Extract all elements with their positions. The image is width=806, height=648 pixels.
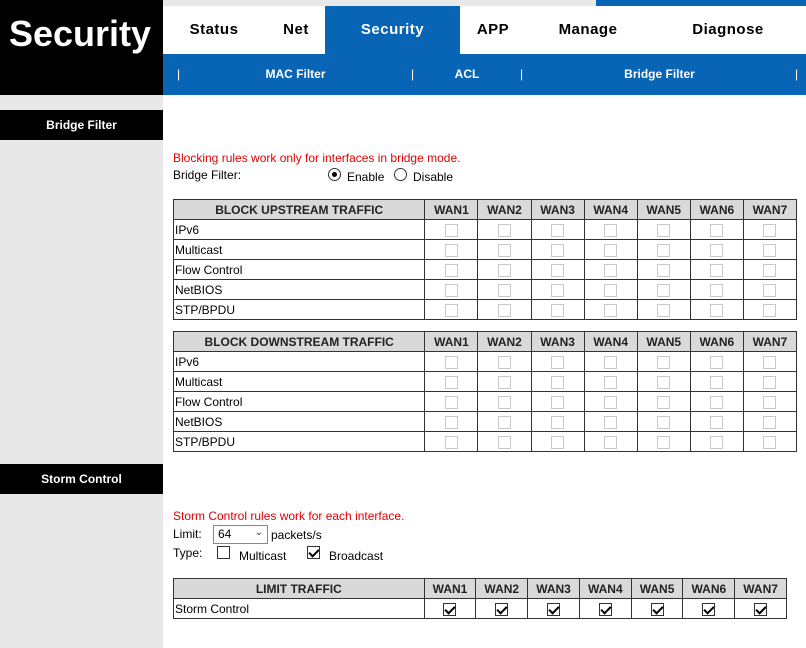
downstream-stp-bpdu-wan5-checkbox	[657, 436, 670, 449]
upstream-row-label: NetBIOS	[174, 280, 425, 300]
downstream-flow-control-wan3-checkbox	[551, 396, 564, 409]
limit-col-wan2: WAN2	[476, 579, 528, 599]
downstream-stp-bpdu-wan1-checkbox	[445, 436, 458, 449]
upstream-cell	[743, 280, 796, 300]
upstream-row-label: STP/BPDU	[174, 300, 425, 320]
upstream-cell	[690, 260, 743, 280]
downstream-multicast-wan7-checkbox	[763, 376, 776, 389]
limit-col-wan3: WAN3	[528, 579, 580, 599]
downstream-multicast-wan3-checkbox	[551, 376, 564, 389]
upstream-cell	[478, 260, 531, 280]
downstream-cell	[478, 392, 531, 412]
upstream-cell	[425, 240, 478, 260]
table-row	[174, 599, 787, 619]
upstream-col-wan2: WAN2	[478, 200, 531, 220]
upstream-cell	[425, 280, 478, 300]
downstream-flow-control-wan6-checkbox	[710, 396, 723, 409]
downstream-netbios-wan2-checkbox	[498, 416, 511, 429]
downstream-ipv6-wan1-checkbox	[445, 356, 458, 369]
limit-cell	[476, 599, 528, 619]
limit-cell	[528, 599, 580, 619]
downstream-ipv6-wan6-checkbox	[710, 356, 723, 369]
bridge-filter-enable-radio[interactable]	[328, 168, 341, 181]
bridge-filter-disable-label[interactable]: Disable	[413, 170, 454, 184]
downstream-cell	[743, 372, 796, 392]
downstream-netbios-wan4-checkbox	[604, 416, 617, 429]
downstream-cell	[743, 392, 796, 412]
limit-traffic-table	[173, 578, 787, 619]
downstream-cell	[690, 372, 743, 392]
limit-col-wan5: WAN5	[631, 579, 683, 599]
upstream-stp-bpdu-wan5-checkbox	[657, 304, 670, 317]
upstream-cell	[743, 240, 796, 260]
upstream-netbios-wan7-checkbox	[763, 284, 776, 297]
type-broadcast-label[interactable]: Broadcast	[329, 549, 384, 563]
downstream-row-label: IPv6	[174, 352, 425, 372]
table-row	[174, 392, 797, 412]
subnav-bridge-filter[interactable]: Bridge Filter	[624, 67, 695, 81]
tab-status[interactable]: Status	[189, 21, 239, 38]
downstream-col-wan4: WAN4	[584, 332, 637, 352]
upstream-ipv6-wan6-checkbox	[710, 224, 723, 237]
downstream-cell	[531, 352, 584, 372]
limit-cell	[631, 599, 683, 619]
subnav-separator: |	[411, 67, 415, 81]
downstream-col-wan5: WAN5	[637, 332, 690, 352]
upstream-row-label: IPv6	[174, 220, 425, 240]
downstream-ipv6-wan7-checkbox	[763, 356, 776, 369]
downstream-cell	[584, 352, 637, 372]
downstream-col-wan7: WAN7	[743, 332, 796, 352]
limit-label: Limit:	[173, 527, 202, 541]
upstream-multicast-wan2-checkbox	[498, 244, 511, 257]
upstream-cell	[637, 240, 690, 260]
downstream-cell	[743, 352, 796, 372]
page-logo-title: Security	[0, 0, 163, 95]
downstream-ipv6-wan4-checkbox	[604, 356, 617, 369]
upstream-cell	[584, 240, 637, 260]
downstream-col-wan1: WAN1	[425, 332, 478, 352]
section-title-storm-control: Storm Control	[0, 464, 163, 494]
upstream-col-wan1: WAN1	[425, 200, 478, 220]
upstream-cell	[425, 260, 478, 280]
downstream-row-label: NetBIOS	[174, 412, 425, 432]
downstream-traffic-table	[173, 331, 797, 452]
upstream-netbios-wan3-checkbox	[551, 284, 564, 297]
upstream-cell	[531, 280, 584, 300]
downstream-flow-control-wan5-checkbox	[657, 396, 670, 409]
downstream-row-label: STP/BPDU	[174, 432, 425, 452]
downstream-stp-bpdu-wan2-checkbox	[498, 436, 511, 449]
upstream-multicast-wan5-checkbox	[657, 244, 670, 257]
downstream-cell	[584, 392, 637, 412]
downstream-cell	[531, 432, 584, 452]
upstream-row-label: Flow Control	[174, 260, 425, 280]
upstream-col-wan4: WAN4	[584, 200, 637, 220]
bridge-filter-enable-label[interactable]: Enable	[347, 170, 385, 184]
type-label: Type:	[173, 546, 203, 560]
downstream-cell	[425, 372, 478, 392]
upstream-cell	[531, 260, 584, 280]
limit-cell	[683, 599, 735, 619]
downstream-netbios-wan1-checkbox	[445, 416, 458, 429]
upstream-stp-bpdu-wan3-checkbox	[551, 304, 564, 317]
downstream-cell	[637, 412, 690, 432]
upstream-cell	[478, 220, 531, 240]
section-title-bridge-filter: Bridge Filter	[0, 110, 163, 140]
upstream-flow-control-wan5-checkbox	[657, 264, 670, 277]
downstream-cell	[425, 352, 478, 372]
downstream-cell	[743, 432, 796, 452]
limit-row-label: Storm Control	[174, 599, 425, 619]
limit-col-wan4: WAN4	[579, 579, 631, 599]
limit-select-value: 64	[218, 527, 232, 541]
limit-storm-control-wan2-checkbox[interactable]	[495, 603, 508, 616]
subnav-separator: |	[520, 67, 524, 81]
upstream-flow-control-wan2-checkbox	[498, 264, 511, 277]
upstream-ipv6-wan1-checkbox	[445, 224, 458, 237]
upstream-col-wan6: WAN6	[690, 200, 743, 220]
downstream-col-wan3: WAN3	[531, 332, 584, 352]
type-multicast-checkbox[interactable]	[217, 546, 230, 559]
upstream-stp-bpdu-wan4-checkbox	[604, 304, 617, 317]
downstream-cell	[584, 432, 637, 452]
bridge-filter-label: Bridge Filter:	[173, 168, 242, 182]
upstream-ipv6-wan7-checkbox	[763, 224, 776, 237]
table-row	[174, 372, 797, 392]
upstream-netbios-wan4-checkbox	[604, 284, 617, 297]
limit-header-row	[174, 579, 787, 599]
upstream-flow-control-wan7-checkbox	[763, 264, 776, 277]
limit-storm-control-wan4-checkbox[interactable]	[599, 603, 612, 616]
limit-header: LIMIT TRAFFIC	[174, 579, 425, 599]
tab-manage[interactable]: Manage	[558, 21, 618, 38]
subnav-separator: |	[177, 67, 181, 81]
upstream-cell	[637, 260, 690, 280]
downstream-ipv6-wan3-checkbox	[551, 356, 564, 369]
downstream-header-row	[174, 332, 797, 352]
upstream-cell	[743, 220, 796, 240]
upstream-ipv6-wan2-checkbox	[498, 224, 511, 237]
downstream-cell	[531, 392, 584, 412]
downstream-row-label: Multicast	[174, 372, 425, 392]
limit-col-wan7: WAN7	[735, 579, 787, 599]
upstream-netbios-wan5-checkbox	[657, 284, 670, 297]
upstream-multicast-wan1-checkbox	[445, 244, 458, 257]
upstream-cell	[690, 300, 743, 320]
downstream-cell	[637, 352, 690, 372]
table-row	[174, 300, 797, 320]
limit-unit-label: packets/s	[271, 528, 322, 542]
upstream-cell	[743, 260, 796, 280]
downstream-multicast-wan6-checkbox	[710, 376, 723, 389]
downstream-cell	[743, 412, 796, 432]
downstream-cell	[478, 412, 531, 432]
upstream-header: BLOCK UPSTREAM TRAFFIC	[174, 200, 425, 220]
chevron-down-icon: ⌄	[254, 527, 263, 538]
table-row	[174, 240, 797, 260]
upstream-row-label: Multicast	[174, 240, 425, 260]
downstream-stp-bpdu-wan4-checkbox	[604, 436, 617, 449]
table-row	[174, 412, 797, 432]
downstream-netbios-wan6-checkbox	[710, 416, 723, 429]
tab-security[interactable]: Security	[325, 6, 460, 54]
downstream-cell	[637, 392, 690, 412]
upstream-flow-control-wan3-checkbox	[551, 264, 564, 277]
table-row	[174, 432, 797, 452]
upstream-cell	[637, 220, 690, 240]
downstream-flow-control-wan7-checkbox	[763, 396, 776, 409]
upstream-cell	[637, 280, 690, 300]
upstream-cell	[531, 240, 584, 260]
limit-storm-control-wan5-checkbox[interactable]	[651, 603, 664, 616]
downstream-multicast-wan4-checkbox	[604, 376, 617, 389]
upstream-netbios-wan2-checkbox	[498, 284, 511, 297]
subnav-acl[interactable]: ACL	[454, 67, 480, 81]
upstream-cell	[584, 300, 637, 320]
upstream-cell	[584, 260, 637, 280]
limit-storm-control-wan7-checkbox[interactable]	[754, 603, 767, 616]
downstream-row-label: Flow Control	[174, 392, 425, 412]
limit-cell	[579, 599, 631, 619]
upstream-header-row	[174, 200, 797, 220]
downstream-cell	[690, 432, 743, 452]
upstream-cell	[690, 220, 743, 240]
table-row	[174, 220, 797, 240]
downstream-cell	[584, 372, 637, 392]
limit-col-wan6: WAN6	[683, 579, 735, 599]
downstream-cell	[531, 372, 584, 392]
sub-navigation	[163, 54, 806, 95]
upstream-cell	[531, 220, 584, 240]
limit-cell	[424, 599, 476, 619]
limit-storm-control-wan3-checkbox[interactable]	[547, 603, 560, 616]
downstream-cell	[478, 372, 531, 392]
subnav-mac-filter[interactable]: MAC Filter	[265, 67, 326, 81]
tab-app[interactable]: APP	[476, 21, 510, 38]
upstream-col-wan7: WAN7	[743, 200, 796, 220]
upstream-multicast-wan3-checkbox	[551, 244, 564, 257]
limit-select[interactable]	[213, 525, 268, 544]
downstream-stp-bpdu-wan6-checkbox	[710, 436, 723, 449]
table-row	[174, 352, 797, 372]
upstream-stp-bpdu-wan1-checkbox	[445, 304, 458, 317]
upstream-flow-control-wan4-checkbox	[604, 264, 617, 277]
upstream-cell	[478, 280, 531, 300]
upstream-cell	[478, 300, 531, 320]
upstream-netbios-wan6-checkbox	[710, 284, 723, 297]
upstream-multicast-wan6-checkbox	[710, 244, 723, 257]
upstream-ipv6-wan3-checkbox	[551, 224, 564, 237]
downstream-col-wan6: WAN6	[690, 332, 743, 352]
type-multicast-label[interactable]: Multicast	[239, 549, 287, 563]
table-row	[174, 280, 797, 300]
type-broadcast-checkbox[interactable]	[307, 546, 320, 559]
upstream-cell	[637, 300, 690, 320]
downstream-cell	[531, 412, 584, 432]
upstream-multicast-wan4-checkbox	[604, 244, 617, 257]
upstream-ipv6-wan4-checkbox	[604, 224, 617, 237]
bridge-filter-note: Blocking rules work only for interfaces in bridge mode.	[173, 151, 461, 165]
downstream-cell	[425, 432, 478, 452]
downstream-netbios-wan7-checkbox	[763, 416, 776, 429]
upstream-stp-bpdu-wan7-checkbox	[763, 304, 776, 317]
upstream-col-wan3: WAN3	[531, 200, 584, 220]
upstream-multicast-wan7-checkbox	[763, 244, 776, 257]
limit-cell	[735, 599, 787, 619]
downstream-multicast-wan2-checkbox	[498, 376, 511, 389]
downstream-stp-bpdu-wan7-checkbox	[763, 436, 776, 449]
downstream-ipv6-wan2-checkbox	[498, 356, 511, 369]
downstream-cell	[584, 412, 637, 432]
upstream-cell	[690, 280, 743, 300]
upstream-cell	[531, 300, 584, 320]
downstream-stp-bpdu-wan3-checkbox	[551, 436, 564, 449]
upstream-col-wan5: WAN5	[637, 200, 690, 220]
upstream-cell	[584, 220, 637, 240]
downstream-cell	[478, 432, 531, 452]
upstream-ipv6-wan5-checkbox	[657, 224, 670, 237]
downstream-cell	[637, 372, 690, 392]
downstream-flow-control-wan1-checkbox	[445, 396, 458, 409]
upstream-cell	[743, 300, 796, 320]
downstream-cell	[478, 352, 531, 372]
downstream-flow-control-wan2-checkbox	[498, 396, 511, 409]
limit-storm-control-wan1-checkbox[interactable]	[443, 603, 456, 616]
upstream-cell	[425, 300, 478, 320]
subnav-separator: |	[795, 67, 799, 81]
downstream-netbios-wan5-checkbox	[657, 416, 670, 429]
table-row	[174, 260, 797, 280]
upstream-cell	[690, 240, 743, 260]
tab-net[interactable]: Net	[283, 21, 309, 38]
bridge-filter-disable-radio[interactable]	[394, 168, 407, 181]
upstream-cell	[478, 240, 531, 260]
downstream-header: BLOCK DOWNSTREAM TRAFFIC	[174, 332, 425, 352]
downstream-cell	[637, 432, 690, 452]
upstream-flow-control-wan1-checkbox	[445, 264, 458, 277]
upstream-traffic-table	[173, 199, 797, 320]
limit-storm-control-wan6-checkbox[interactable]	[702, 603, 715, 616]
downstream-multicast-wan1-checkbox	[445, 376, 458, 389]
upstream-stp-bpdu-wan6-checkbox	[710, 304, 723, 317]
upstream-flow-control-wan6-checkbox	[710, 264, 723, 277]
storm-control-note: Storm Control rules work for each interface.	[173, 509, 405, 523]
downstream-cell	[690, 352, 743, 372]
upstream-cell	[584, 280, 637, 300]
downstream-cell	[425, 412, 478, 432]
downstream-multicast-wan5-checkbox	[657, 376, 670, 389]
downstream-ipv6-wan5-checkbox	[657, 356, 670, 369]
downstream-col-wan2: WAN2	[478, 332, 531, 352]
downstream-netbios-wan3-checkbox	[551, 416, 564, 429]
downstream-cell	[690, 412, 743, 432]
tab-diagnose[interactable]: Diagnose	[692, 21, 764, 38]
downstream-flow-control-wan4-checkbox	[604, 396, 617, 409]
upstream-stp-bpdu-wan2-checkbox	[498, 304, 511, 317]
downstream-cell	[690, 392, 743, 412]
limit-col-wan1: WAN1	[424, 579, 476, 599]
upstream-cell	[425, 220, 478, 240]
upstream-netbios-wan1-checkbox	[445, 284, 458, 297]
downstream-cell	[425, 392, 478, 412]
